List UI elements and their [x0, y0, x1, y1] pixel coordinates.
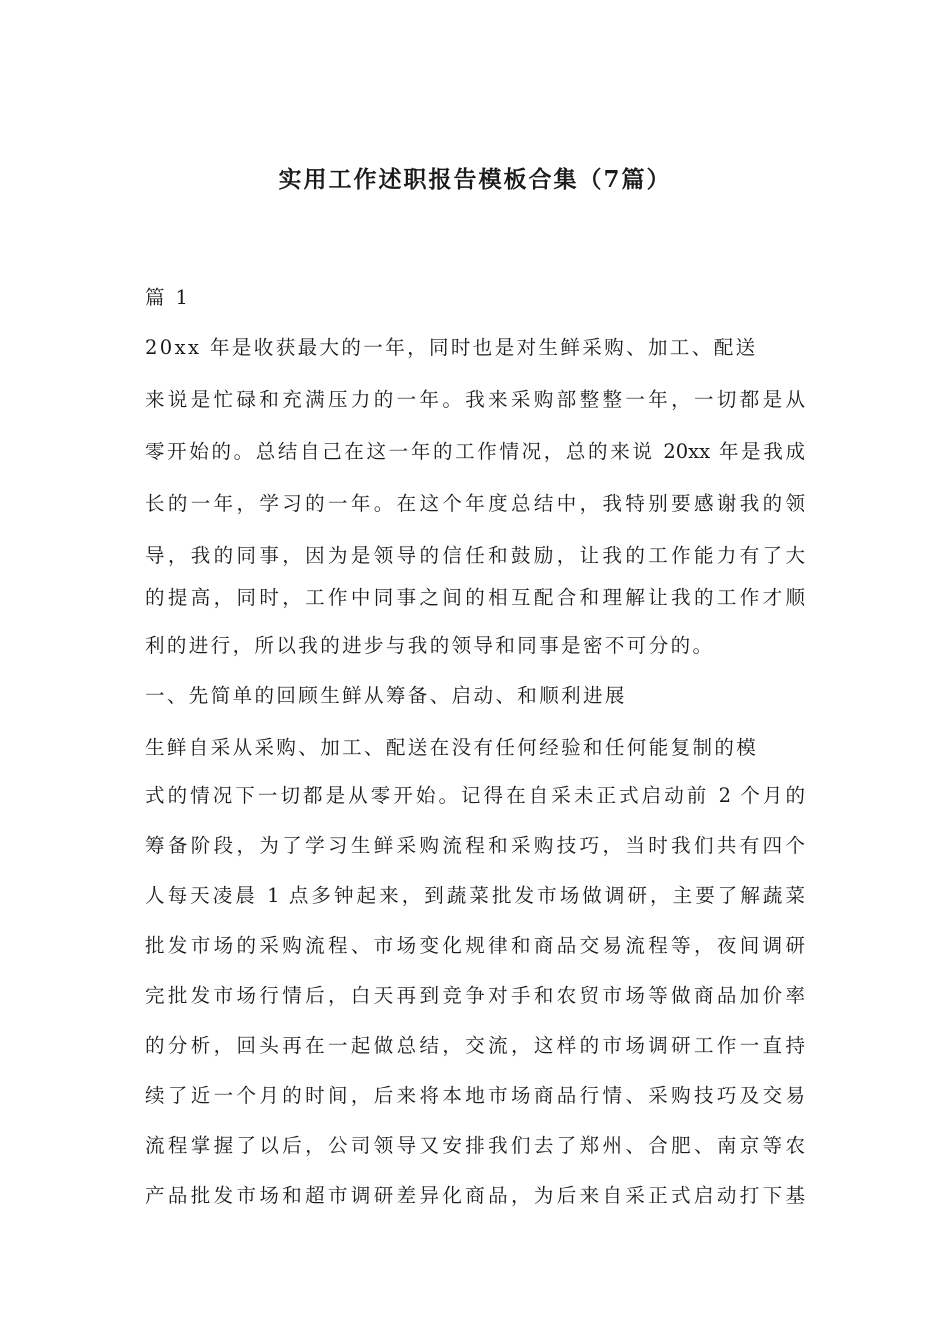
body-line-14: 的分析，回头再在一起做总结，交流，这样的市场调研工作一直持: [145, 1034, 805, 1057]
body-line-9: 式的情况下一切都是从零开始。记得在自采未正式启动前 2 个月的: [145, 784, 805, 807]
section-label: 篇 1: [145, 286, 191, 309]
body-line-8: 生鲜自采从采购、加工、配送在没有任何经验和任何能复制的模: [145, 736, 759, 759]
body-line-3: 零开始的。总结自己在这一年的工作情况，总的来说 20xx 年是我成: [145, 440, 805, 463]
body-line-12: 批发市场的采购流程、市场变化规律和商品交易流程等，夜间调研: [145, 934, 805, 957]
body-line-6: 的提高，同时，工作中同事之间的相互配合和理解让我的工作才顺: [145, 586, 805, 609]
section-heading-1: 一、先简单的回顾生鲜从筹备、启动、和顺利进展: [145, 684, 627, 707]
body-line-2: 来说是忙碌和充满压力的一年。我来采购部整整一年，一切都是从: [145, 388, 805, 411]
body-line-1: 20xx 年是收获最大的一年，同时也是对生鲜采购、加工、配送: [145, 336, 758, 359]
body-line-7: 利的进行，所以我的进步与我的领导和同事是密不可分的。: [145, 634, 715, 657]
body-line-15: 续了近一个月的时间，后来将本地市场商品行情、采购技巧及交易: [145, 1084, 805, 1107]
body-line-4: 长的一年，学习的一年。在这个年度总结中，我特别要感谢我的领: [145, 492, 805, 515]
body-line-11: 人每天凌晨 1 点多钟起来，到蔬菜批发市场做调研，主要了解蔬菜: [145, 884, 805, 907]
body-line-16: 流程掌握了以后，公司领导又安排我们去了郑州、合肥、南京等农: [145, 1134, 805, 1157]
body-line-10: 筹备阶段，为了学习生鲜采购流程和采购技巧，当时我们共有四个: [145, 834, 805, 857]
body-line-13: 完批发市场行情后，白天再到竞争对手和农贸市场等做商品加价率: [145, 984, 805, 1007]
document-title: 实用工作述职报告模板合集（7篇）: [278, 166, 672, 193]
body-line-17: 产品批发市场和超市调研差异化商品，为后来自采正式启动打下基: [145, 1184, 805, 1207]
body-line-5: 导，我的同事，因为是领导的信任和鼓励，让我的工作能力有了大: [145, 544, 805, 567]
